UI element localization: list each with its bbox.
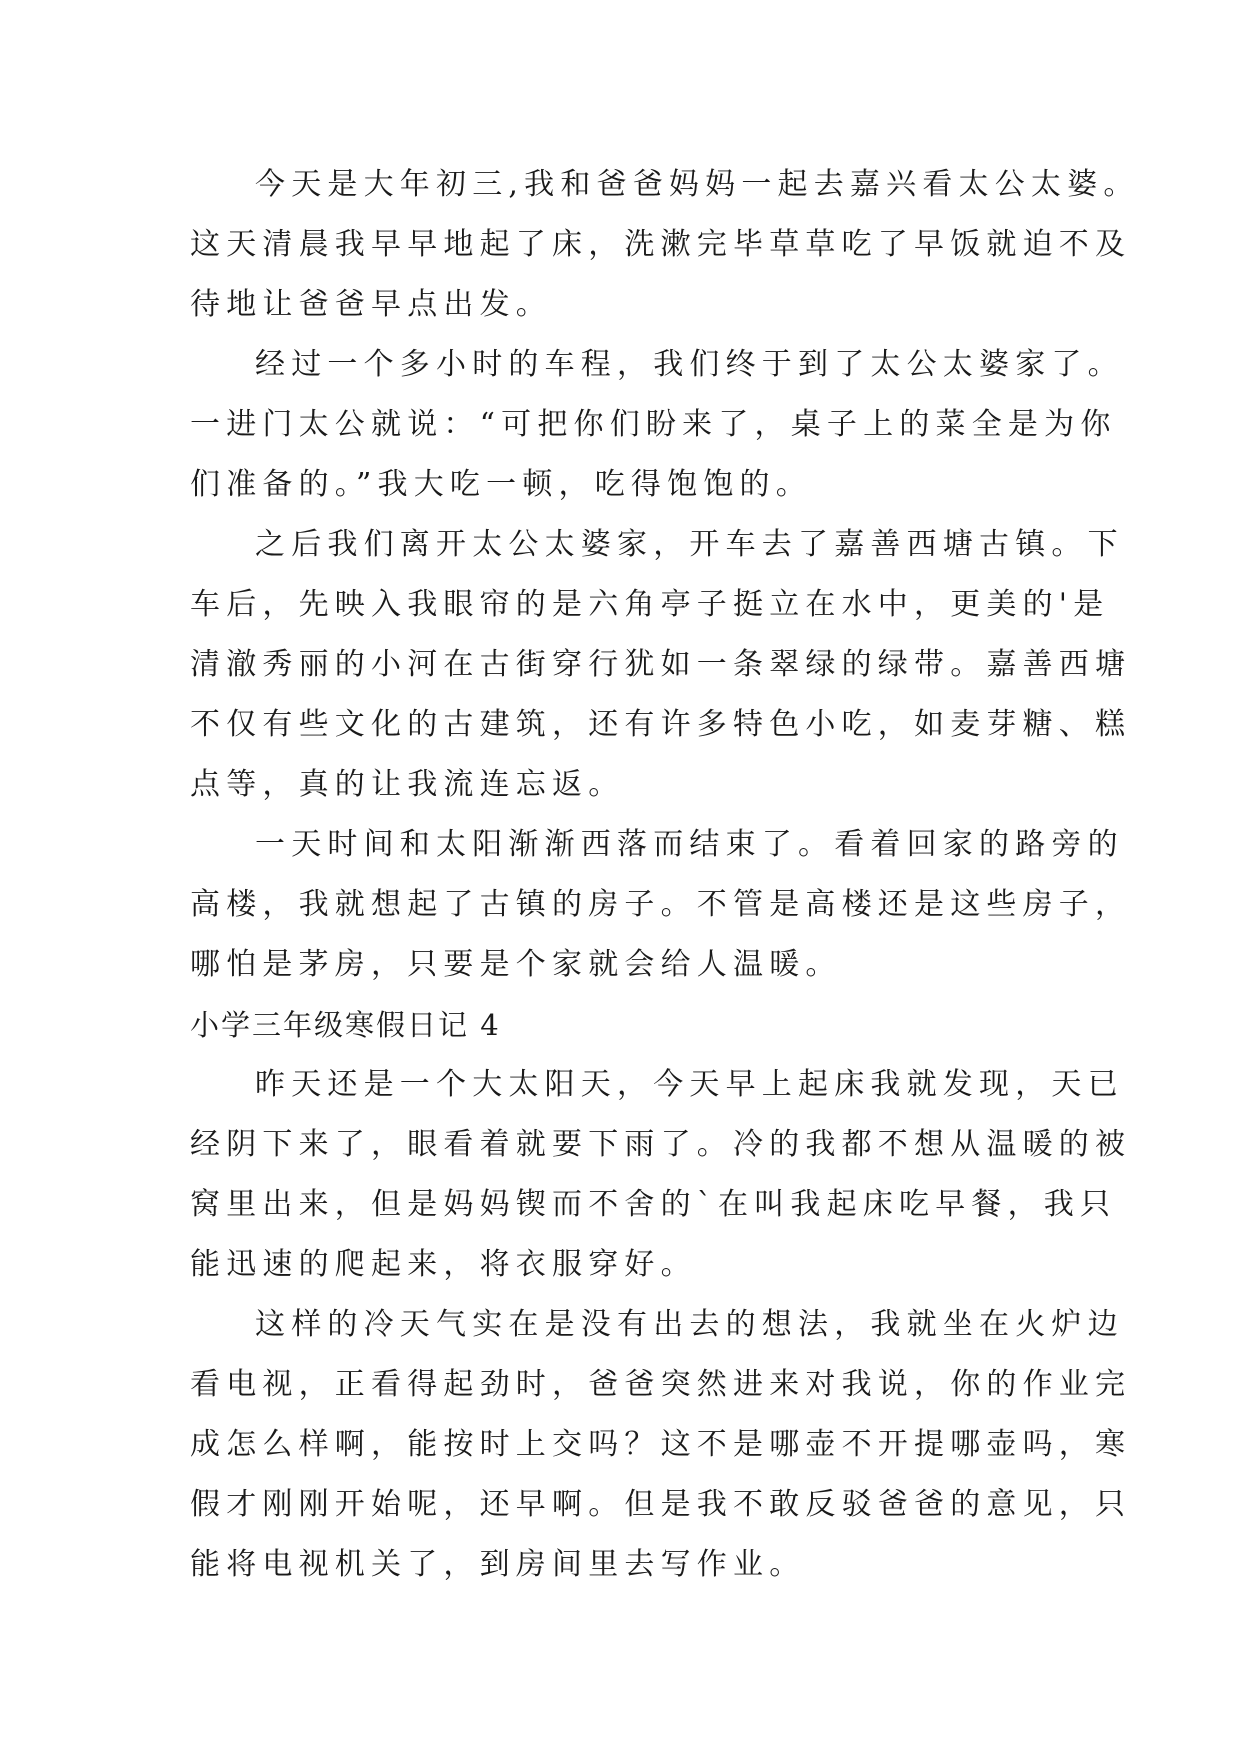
paragraph-line: 之后我们离开太公太婆家，开车去了嘉善西塘古镇。下 [255, 527, 1124, 562]
paragraph-line: 经阴下来了，眼看着就要下雨了。冷的我都不想从温暖的被 [190, 1127, 1132, 1162]
paragraph-line: 今天是大年初三,我和爸爸妈妈一起去嘉兴看太公太婆。 [255, 167, 1140, 202]
paragraph-2 [190, 335, 1124, 515]
paragraph-line: 待地让爸爸早点出发。 [190, 287, 552, 322]
paragraph-line: 们准备的。”我大吃一顿，吃得饱饱的。 [190, 467, 812, 502]
paragraph-line: 一进门太公就说：“可把你们盼来了，桌子上的菜全是为你 [190, 407, 1117, 442]
paragraph-line: 窝里出来，但是妈妈锲而不舍的`在叫我起床吃早餐，我只 [190, 1187, 1117, 1222]
paragraph-line: 高楼，我就想起了古镇的房子。不管是高楼还是这些房子， [190, 887, 1132, 922]
paragraph-line: 能迅速的爬起来，将衣服穿好。 [190, 1247, 697, 1282]
section-heading: 小学三年级寒假日记 4 [190, 1008, 501, 1042]
paragraph-line: 不仅有些文化的古建筑，还有许多特色小吃，如麦芽糖、糕 [190, 707, 1132, 742]
paragraph-line: 一天时间和太阳渐渐西落而结束了。看着回家的路旁的 [255, 827, 1124, 862]
paragraph-3 [190, 515, 1132, 815]
paragraph-line: 哪怕是茅房，只要是个家就会给人温暖。 [190, 947, 842, 982]
paragraph-line: 假才刚刚开始呢，还早啊。但是我不敢反驳爸爸的意见，只 [190, 1487, 1132, 1522]
paragraph-6 [190, 1295, 1132, 1595]
paragraph-line: 能将电视机关了，到房间里去写作业。 [190, 1547, 806, 1582]
paragraph-5 [190, 1055, 1132, 1295]
paragraph-line: 看电视，正看得起劲时，爸爸突然进来对我说，你的作业完 [190, 1367, 1132, 1402]
paragraph-line: 经过一个多小时的车程，我们终于到了太公太婆家了。 [255, 347, 1124, 382]
document-body [190, 155, 1140, 1595]
paragraph-line: 这天清晨我早早地起了床，洗漱完毕草草吃了早饭就迫不及 [190, 227, 1132, 262]
paragraph-4 [190, 815, 1132, 995]
paragraph-line: 昨天还是一个大太阳天，今天早上起床我就发现，天已 [255, 1067, 1124, 1102]
paragraph-line: 清澈秀丽的小河在古街穿行犹如一条翠绿的绿带。嘉善西塘 [190, 647, 1132, 682]
paragraph-line: 成怎么样啊，能按时上交吗？这不是哪壶不开提哪壶吗，寒 [190, 1427, 1132, 1462]
paragraph-1 [190, 155, 1140, 335]
paragraph-line: 这样的冷天气实在是没有出去的想法，我就坐在火炉边 [255, 1307, 1124, 1342]
paragraph-line: 车后，先映入我眼帘的是六角亭子挺立在水中，更美的'是 [190, 587, 1110, 622]
paragraph-line: 点等，真的让我流连忘返。 [190, 767, 625, 802]
